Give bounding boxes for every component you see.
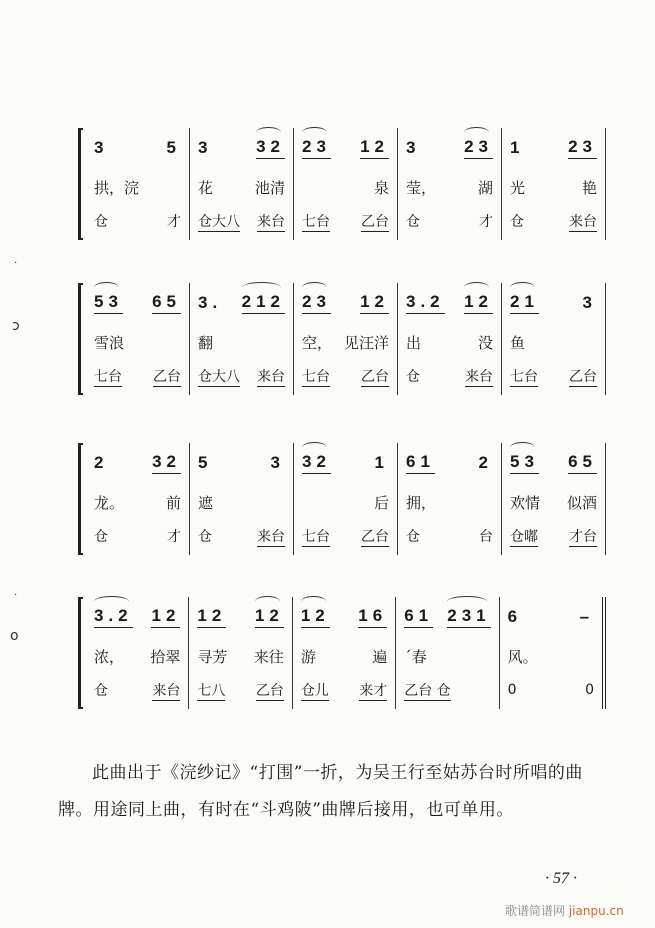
lyric: 前 [165, 493, 181, 512]
percussion-syllable-row [94, 210, 181, 232]
measures [86, 283, 606, 395]
note: 3 [582, 293, 597, 312]
lyric-row [198, 176, 285, 198]
note: 5 [198, 453, 213, 472]
note-row [302, 136, 389, 160]
note: 3 [198, 138, 213, 157]
percussion-syllable-row [302, 210, 389, 232]
lyric: 泉 [373, 178, 389, 197]
percussion-syllable: 乙台 [361, 526, 389, 547]
percussion-syllable: 七台 [302, 366, 330, 387]
percussion-syllable: 七台 [510, 366, 538, 387]
page-number: · 57 · [545, 870, 577, 887]
lyric-row [406, 176, 493, 198]
percussion-syllable: 仓嘟 [510, 526, 538, 547]
lyric: 拥， [406, 493, 437, 512]
measure [294, 443, 398, 555]
lyric: 光 [510, 178, 526, 197]
lyric: 游 [300, 647, 316, 666]
score-system [78, 443, 606, 555]
score-system [78, 597, 606, 709]
explanatory-paragraph: 此曲出于《浣纱记》“打围”一折，为吴王行至姑苏台时所唱的曲牌。用途同上曲，有时在“斗鸡陂”曲牌后接用，也可单用。 [58, 763, 583, 820]
watermark-url: jianpu.cn [568, 904, 624, 918]
percussion-syllable-row [198, 210, 285, 232]
percussion-syllable: 仓 [94, 529, 108, 545]
note: 21 [510, 292, 539, 314]
lyric-row [197, 645, 283, 667]
note: 3. [198, 293, 223, 312]
note: 2 [94, 453, 109, 472]
lyric: 莹， [406, 178, 437, 197]
note: 1 [374, 453, 389, 472]
measures [86, 597, 606, 709]
note-row [198, 291, 285, 315]
percussion-syllable: 才台 [569, 526, 597, 547]
system-bracket [78, 597, 83, 709]
lyric: 艳 [581, 178, 597, 197]
note-row [404, 605, 490, 629]
percussion-syllable: 来台 [257, 211, 285, 232]
measure [502, 128, 606, 240]
lyric: 见汪洋 [343, 333, 389, 352]
lyric: ´春 [404, 647, 427, 666]
lyric-row [302, 176, 389, 198]
lyric: 雪浪 [94, 333, 125, 352]
percussion-syllable: 才 [479, 214, 493, 230]
percussion-syllable: 七台 [94, 366, 122, 387]
note-row [198, 451, 285, 475]
note: 23 [464, 137, 493, 159]
system-bracket [78, 283, 83, 395]
lyric: 遍 [372, 647, 388, 666]
lyric: 来往 [253, 647, 284, 666]
percussion-syllable: 才 [167, 529, 181, 545]
percussion-syllable: 乙台 [361, 366, 389, 387]
percussion-syllable: 0 [507, 682, 517, 698]
note: 61 [406, 452, 435, 474]
percussion-syllable-row [406, 210, 493, 232]
note-row [406, 136, 493, 160]
measure [293, 597, 396, 709]
score-system [78, 128, 606, 240]
measure [86, 128, 190, 240]
lyric-row [94, 491, 181, 513]
margin-mark: · [14, 590, 18, 601]
percussion-syllable-row [94, 679, 180, 701]
measure [398, 128, 502, 240]
percussion-syllable-row [94, 365, 181, 387]
lyric-row [94, 645, 180, 667]
lyric-row [301, 645, 387, 667]
watermark [505, 902, 624, 919]
lyric-row [406, 491, 493, 513]
measure [500, 597, 606, 709]
percussion-syllable: 仓大八 [198, 366, 240, 387]
lyric-row [508, 645, 594, 667]
percussion-syllable: 仓 [198, 529, 212, 545]
note: 12 [151, 606, 180, 628]
lyric-row [510, 331, 597, 353]
percussion-syllable: 来台 [465, 366, 493, 387]
note-row [510, 136, 597, 160]
measure [86, 597, 189, 709]
note-row [197, 605, 283, 629]
system-bracket [78, 128, 83, 240]
measure [190, 443, 294, 555]
percussion-syllable-row [510, 365, 597, 387]
percussion-syllable: 仓 [94, 214, 108, 230]
percussion-syllable: 来台 [257, 526, 285, 547]
note-row [301, 605, 387, 629]
note-row [94, 136, 181, 160]
percussion-syllable: 仓 [406, 529, 420, 545]
score-system [78, 283, 606, 395]
lyric-row [510, 491, 597, 513]
percussion-syllable-row [198, 365, 285, 387]
note-row [94, 605, 180, 629]
lyric-row [198, 331, 285, 353]
note-row [198, 136, 285, 160]
percussion-syllable: 仓 [406, 214, 420, 230]
note: 61 [404, 606, 433, 628]
note-row [94, 291, 181, 315]
percussion-syllable: 来台 [152, 680, 180, 701]
percussion-syllable-row [510, 525, 597, 547]
percussion-syllable: 乙台 [153, 366, 181, 387]
percussion-syllable-row [302, 365, 389, 387]
system-bracket [78, 443, 83, 555]
percussion-syllable-row [197, 679, 283, 701]
measure [86, 443, 190, 555]
note: 12 [255, 606, 284, 628]
lyric: 出 [406, 333, 422, 352]
note-row [510, 451, 597, 475]
percussion-syllable: 仓 [94, 683, 108, 699]
percussion-syllable-row [508, 679, 594, 701]
note: 3 [270, 453, 285, 472]
note: 12 [360, 292, 389, 314]
percussion-syllable: 仓大八 [198, 211, 240, 232]
note: 3 [406, 138, 421, 157]
measure [86, 283, 190, 395]
measure [398, 283, 502, 395]
percussion-syllable-row [404, 679, 490, 701]
note: 23 [302, 292, 331, 314]
percussion-syllable: 乙台 仓 [404, 680, 450, 701]
note: 5 [166, 138, 181, 157]
note: 23 [302, 137, 331, 159]
margin-mark: o [10, 628, 19, 644]
note: 65 [152, 292, 181, 314]
measure [190, 128, 294, 240]
lyric: 拾翠 [150, 647, 181, 666]
percussion-syllable: 七八 [197, 680, 225, 701]
note: 12 [360, 137, 389, 159]
note: 32 [302, 452, 331, 474]
note: 12 [197, 606, 226, 628]
percussion-syllable: 仓 [406, 369, 420, 385]
percussion-syllable: 七台 [302, 211, 330, 232]
percussion-syllable-row [302, 525, 389, 547]
lyric: 拱，浣 [94, 178, 140, 197]
note: 231 [447, 606, 490, 628]
note: 32 [256, 137, 285, 159]
measure [502, 283, 606, 395]
lyric: 风。 [507, 647, 538, 666]
percussion-syllable-row [406, 365, 493, 387]
watermark-cn: 歌谱简谱网 [505, 904, 566, 918]
note: 212 [242, 292, 285, 314]
note-row [302, 291, 389, 315]
note: 53 [94, 292, 123, 314]
note-row [302, 451, 389, 475]
lyric: 似酒 [566, 493, 597, 512]
measure [294, 128, 398, 240]
measure [294, 283, 398, 395]
percussion-syllable: 才 [167, 214, 181, 230]
note: 65 [568, 452, 597, 474]
measures [86, 128, 606, 240]
lyric: 湖 [477, 178, 493, 197]
percussion-syllable: 台 [479, 529, 493, 545]
measures [86, 443, 606, 555]
lyric: 翻 [198, 333, 214, 352]
percussion-syllable: 仓儿 [301, 680, 329, 701]
note: – [579, 607, 595, 626]
lyric-row [302, 331, 389, 353]
lyric-row [510, 176, 597, 198]
lyric: 寻芳 [197, 647, 228, 666]
measure [396, 597, 499, 709]
percussion-syllable-row [301, 679, 387, 701]
percussion-syllable-row [406, 525, 493, 547]
note: 3.2 [94, 606, 133, 628]
lyric-row [198, 491, 285, 513]
margin-mark: ɔ [12, 318, 20, 334]
note: 23 [568, 137, 597, 159]
note: 1 [510, 138, 525, 157]
lyric-row [302, 491, 389, 513]
margin-mark: · [14, 258, 18, 269]
percussion-syllable-row [510, 210, 597, 232]
lyric: 龙。 [94, 493, 125, 512]
note: 12 [301, 606, 330, 628]
note: 53 [510, 452, 539, 474]
lyric-row [404, 645, 490, 667]
lyric: 空， [302, 333, 333, 352]
note-row [508, 605, 594, 629]
note: 16 [358, 606, 387, 628]
percussion-syllable: 乙台 [569, 366, 597, 387]
percussion-syllable: 乙台 [256, 680, 284, 701]
lyric-row [94, 176, 181, 198]
percussion-syllable: 仓 [510, 214, 524, 230]
note: 3 [94, 138, 109, 157]
note-row [406, 451, 493, 475]
lyric: 没 [477, 333, 493, 352]
percussion-syllable: 0 [585, 682, 595, 698]
note: 2 [478, 453, 493, 472]
note-row [94, 451, 181, 475]
measure [398, 443, 502, 555]
lyric: 浓， [94, 647, 125, 666]
percussion-syllable: 乙台 [361, 211, 389, 232]
measure [502, 443, 606, 555]
note-row [510, 291, 597, 315]
note-row [406, 291, 493, 315]
lyric: 欢情 [510, 493, 541, 512]
note: 12 [464, 292, 493, 314]
lyric-row [94, 331, 181, 353]
note: 32 [152, 452, 181, 474]
measure [189, 597, 292, 709]
note: 6 [507, 607, 523, 626]
lyric: 遮 [198, 493, 214, 512]
lyric: 池清 [254, 178, 285, 197]
percussion-syllable: 来台 [257, 366, 285, 387]
percussion-syllable: 来才 [359, 680, 387, 701]
percussion-syllable: 七台 [302, 526, 330, 547]
lyric: 花 [198, 178, 214, 197]
note: 3.2 [406, 292, 445, 314]
percussion-syllable-row [94, 525, 181, 547]
lyric: 鱼 [510, 333, 526, 352]
lyric-row [406, 331, 493, 353]
percussion-syllable-row [198, 525, 285, 547]
measure [190, 283, 294, 395]
lyric: 后 [373, 493, 389, 512]
percussion-syllable: 来台 [569, 211, 597, 232]
